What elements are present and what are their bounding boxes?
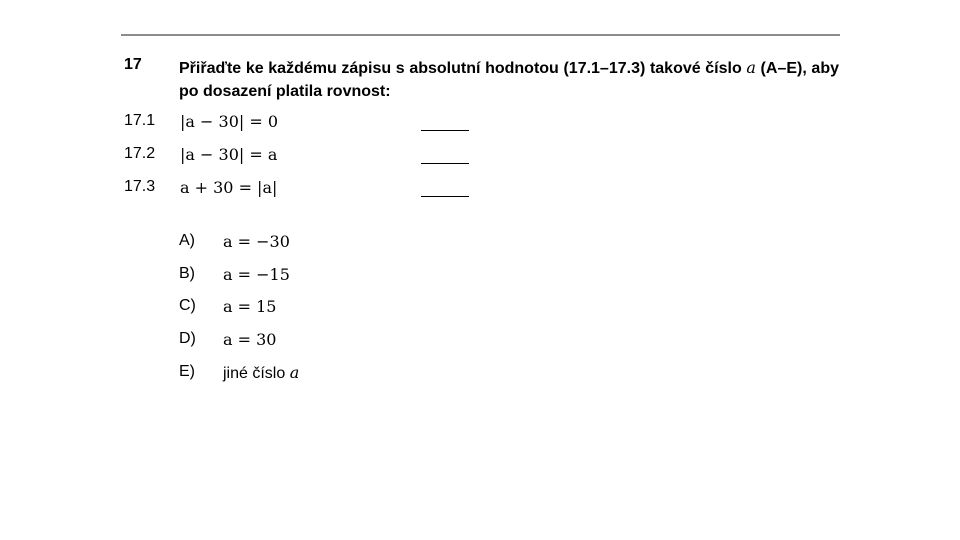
option-label: E): [179, 363, 195, 380]
option-label: C): [179, 297, 196, 314]
option-label: A): [179, 232, 195, 249]
option-value: a = 30: [223, 330, 277, 349]
option-text-words: jiné číslo: [223, 365, 290, 382]
option-e: [179, 363, 439, 385]
option-value: a = 15: [223, 297, 277, 316]
option-c: [179, 297, 439, 319]
subquestion-expression: |a − 30| = a: [180, 145, 278, 164]
subquestion-expression: a + 30 = |a|: [180, 178, 278, 197]
option-label: B): [179, 265, 195, 282]
subquestion-expression: |a − 30| = 0: [180, 112, 279, 131]
subquestion-label: 17.1: [124, 112, 156, 129]
answer-blank[interactable]: [421, 184, 469, 197]
option-label: D): [179, 330, 196, 347]
question-text: [179, 56, 839, 103]
option-b: [179, 265, 439, 287]
option-d: [179, 330, 439, 352]
option-value: a = −15: [223, 265, 290, 284]
answer-blank[interactable]: [421, 118, 469, 131]
option-value: a = −30: [223, 232, 290, 251]
question-text-part1: Přiřaďte ke každému zápisu s absolutní hodnotou (17.1–17.3) takové číslo: [179, 60, 747, 77]
subquestion-17-1: [124, 112, 484, 136]
subquestion-17-3: [124, 178, 484, 202]
option-a: [179, 232, 439, 254]
option-text: [223, 363, 299, 383]
answer-blank[interactable]: [421, 151, 469, 164]
option-variable: a: [289, 363, 300, 382]
question-text-part2: (A–E), aby po dosazení platila rovnost:: [179, 60, 839, 100]
subquestion-label: 17.2: [124, 145, 156, 162]
top-rule: [121, 34, 840, 36]
subquestion-17-2: [124, 145, 484, 169]
subquestion-label: 17.3: [124, 178, 156, 195]
question-number: 17: [124, 56, 142, 73]
question-variable: a: [746, 58, 756, 77]
